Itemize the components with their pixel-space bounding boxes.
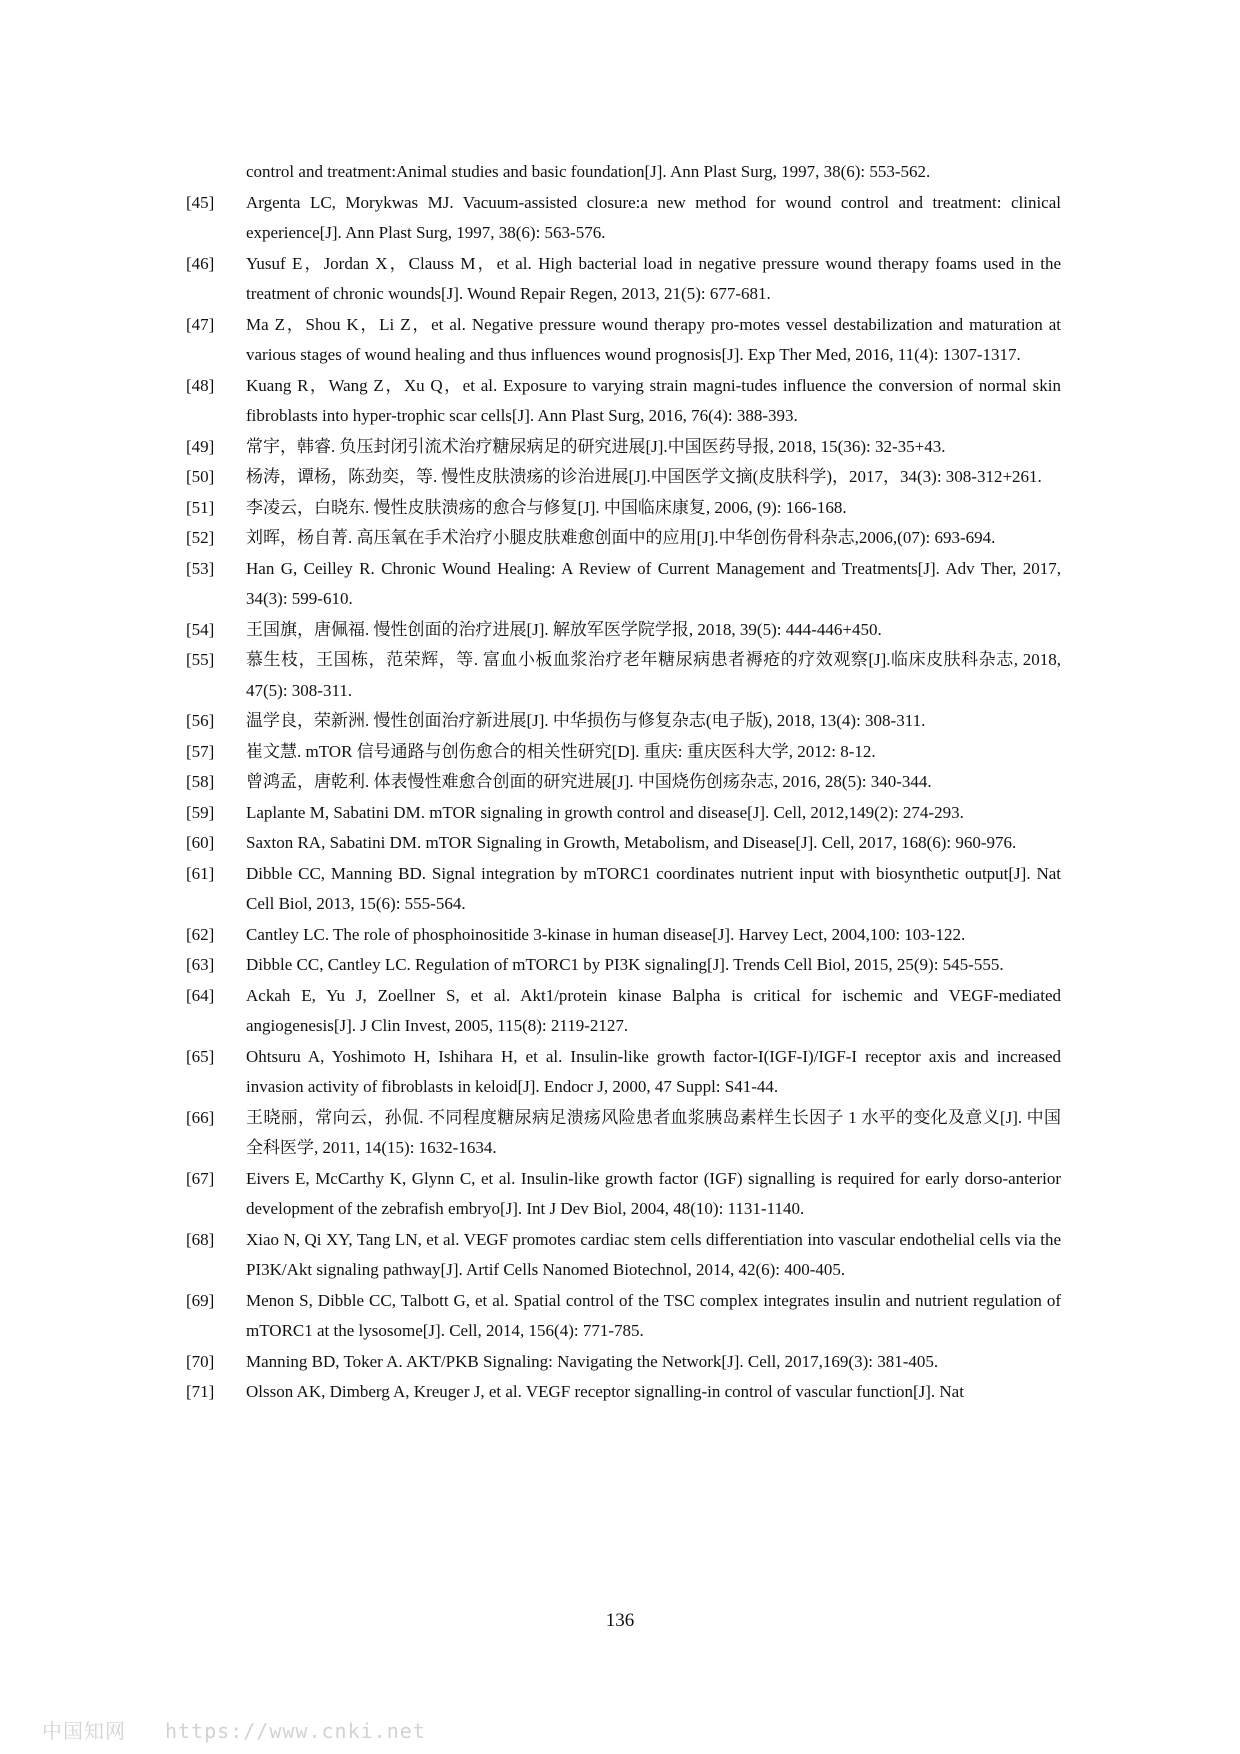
reference-item xyxy=(186,798,1061,829)
reference-item xyxy=(186,493,1061,524)
reference-text: Eivers E, McCarthy K, Glynn C, et al. Insulin-like growth factor (IGF) signalling is required for early dorso-anterior development of the zebrafish embryo[J]. Int J Dev Biol, 2004, 48(10): 1131-1140. xyxy=(246,1168,1061,1218)
reference-text: 王晓丽，常向云，孙侃. 不同程度糖尿病足溃疡风险患者血浆胰岛素样生长因子 1 水平的变化及意义[J]. 中国全科医学, 2011, 14(15): 1632-1634. xyxy=(246,1107,1061,1157)
reference-text: 慕生枝，王国栋，范荣辉，等. 富血小板血浆治疗老年糖尿病患者褥疮的疗效观察[J].临床皮肤科杂志, 2018, 47(5): 308-311. xyxy=(246,650,1061,700)
reference-item xyxy=(186,645,1061,706)
reference-number: [45] xyxy=(186,192,215,212)
reference-number: [64] xyxy=(186,985,215,1005)
reference-text: Manning BD, Toker A. AKT/PKB Signaling: Navigating the Network[J]. Cell, 2017,169(3): 381-405. xyxy=(246,1351,939,1371)
reference-item xyxy=(186,1164,1061,1225)
reference-text: 刘晖，杨自菁. 高压氧在手术治疗小腿皮肤难愈创面中的应用[J].中华创伤骨科杂志,2006,(07): 693-694. xyxy=(246,528,996,547)
reference-item xyxy=(186,828,1061,859)
reference-text: Ohtsuru A, Yoshimoto H, Ishihara H, et al. Insulin-like growth factor-I(IGF-I)/IGF-I receptor axis and increased invasion activity of fibroblasts in keloid[J]. Endocr J, 2000, 47 Suppl: S41-44. xyxy=(246,1046,1061,1096)
reference-number: [67] xyxy=(186,1168,215,1188)
reference-item xyxy=(186,981,1061,1042)
reference-item xyxy=(186,310,1061,371)
reference-number: [54] xyxy=(186,619,215,639)
reference-item xyxy=(186,1347,1061,1378)
reference-number: [50] xyxy=(186,467,215,486)
reference-text: Dibble CC, Manning BD. Signal integration by mTORC1 coordinates nutrient input with biosynthetic output[J]. Nat Cell Biol, 2013, 15(6): 555-564. xyxy=(246,863,1061,913)
reference-number: [68] xyxy=(186,1229,215,1249)
reference-text: Ma Z，Shou K，Li Z，et al. Negative pressure wound therapy pro-motes vessel destabilization and maturation at various stages of wound healing and thus influences wound prognosis[J]. Exp Ther Med, 2016, 11(4): 1307-1317. xyxy=(246,314,1061,364)
reference-number: [53] xyxy=(186,558,215,578)
reference-number: [63] xyxy=(186,955,215,974)
reference-text: control and treatment:Animal studies and basic foundation[J]. Ann Plast Surg, 1997, 38(6): 553-562. xyxy=(246,162,931,181)
reference-text: 李凌云，白晓东. 慢性皮肤溃疡的愈合与修复[J]. 中国临床康复, 2006, (9): 166-168. xyxy=(246,497,847,517)
reference-item xyxy=(186,371,1061,432)
watermark-url: https://www.cnki.net xyxy=(165,1719,426,1743)
reference-text: 温学良，荣新洲. 慢性创面治疗新进展[J]. 中华损伤与修复杂志(电子版), 2018, 13(4): 308-311. xyxy=(246,711,926,730)
reference-text: Yusuf E，Jordan X，Clauss M，et al. High bacterial load in negative pressure wound therapy foams used in the treatment of chronic wounds[J]. Wound Repair Regen, 2013, 21(5): 677-681. xyxy=(246,253,1061,303)
reference-text: Dibble CC, Cantley LC. Regulation of mTORC1 by PI3K signaling[J]. Trends Cell Biol, 2015, 25(9): 545-555. xyxy=(246,955,1004,974)
reference-number: [48] xyxy=(186,375,215,395)
reference-item xyxy=(186,1225,1061,1286)
reference-item xyxy=(186,462,1061,493)
reference-number: [52] xyxy=(186,528,215,547)
reference-text: Ackah E, Yu J, Zoellner S, et al. Akt1/protein kinase Balpha is critical for ischemic and VEGF-mediated angiogenesis[J]. J Clin Invest, 2005, 115(8): 2119-2127. xyxy=(246,985,1061,1035)
reference-text: 崔文慧. mTOR 信号通路与创伤愈合的相关性研究[D]. 重庆: 重庆医科大学, 2012: 8-12. xyxy=(246,741,876,761)
reference-number: [61] xyxy=(186,863,215,883)
reference-item xyxy=(186,920,1061,951)
reference-item xyxy=(186,1286,1061,1347)
reference-number: [49] xyxy=(186,436,215,456)
reference-number: [47] xyxy=(186,314,215,334)
reference-item xyxy=(186,950,1061,981)
reference-item xyxy=(186,1103,1061,1164)
reference-number: [62] xyxy=(186,924,215,944)
reference-number: [60] xyxy=(186,833,215,852)
reference-item xyxy=(186,1042,1061,1103)
reference-text: 曾鸿孟，唐乾利. 体表慢性难愈合创面的研究进展[J]. 中国烧伤创疡杂志, 2016, 28(5): 340-344. xyxy=(246,772,932,791)
reference-number: [70] xyxy=(186,1351,215,1371)
reference-item xyxy=(186,1377,1061,1408)
reference-text: Kuang R，Wang Z，Xu Q，et al. Exposure to varying strain magni-tudes influence the conversion of normal skin fibroblasts into hyper-trophic scar cells[J]. Ann Plast Surg, 2016, 76(4): 388-393. xyxy=(246,375,1061,425)
page-number: 136 xyxy=(605,1610,635,1631)
reference-item xyxy=(186,249,1061,310)
reference-number: [71] xyxy=(186,1382,215,1401)
reference-number: [56] xyxy=(186,711,215,730)
reference-text: 常宇，韩睿. 负压封闭引流术治疗糖尿病足的研究进展[J].中国医药导报, 2018, 15(36): 32-35+43. xyxy=(246,436,946,456)
reference-text: Xiao N, Qi XY, Tang LN, et al. VEGF promotes cardiac stem cells differentiation into vascular endothelial cells via the PI3K/Akt signaling pathway[J]. Artif Cells Nanomed Biotechnol, 2014, 42(6): 400-405. xyxy=(246,1229,1061,1279)
reference-number: [65] xyxy=(186,1046,215,1066)
reference-number: [51] xyxy=(186,497,215,517)
reference-text: Saxton RA, Sabatini DM. mTOR Signaling in Growth, Metabolism, and Disease[J]. Cell, 2017, 168(6): 960-976. xyxy=(246,833,1017,852)
reference-text: Menon S, Dibble CC, Talbott G, et al. Spatial control of the TSC complex integrates insulin and nutrient regulation of mTORC1 at the lysosome[J]. Cell, 2014, 156(4): 771-785. xyxy=(246,1290,1061,1340)
reference-item xyxy=(186,615,1061,646)
cnki-watermark xyxy=(42,1715,426,1744)
reference-number: [57] xyxy=(186,741,215,761)
watermark-logo-text: 中国知网 xyxy=(42,1719,126,1743)
reference-text: Olsson AK, Dimberg A, Kreuger J, et al. VEGF receptor signalling-in control of vascular function[J]. Nat xyxy=(246,1382,964,1401)
reference-item xyxy=(186,767,1061,798)
reference-item xyxy=(186,706,1061,737)
reference-item xyxy=(186,859,1061,920)
reference-number: [58] xyxy=(186,772,215,791)
reference-item xyxy=(186,523,1061,554)
reference-list xyxy=(186,157,1061,1408)
reference-item xyxy=(186,554,1061,615)
reference-text: Laplante M, Sabatini DM. mTOR signaling in growth control and disease[J]. Cell, 2012,149(2): 274-293. xyxy=(246,802,964,822)
reference-number: [69] xyxy=(186,1290,215,1310)
reference-number: [46] xyxy=(186,253,215,273)
reference-item xyxy=(186,432,1061,463)
reference-text: 王国旗，唐佩福. 慢性创面的治疗进展[J]. 解放军医学院学报, 2018, 39(5): 444-446+450. xyxy=(246,619,882,639)
reference-number: [66] xyxy=(186,1107,215,1127)
reference-text: Argenta LC, Morykwas MJ. Vacuum-assisted closure:a new method for wound control and treatment: clinical experience[J]. Ann Plast Surg, 1997, 38(6): 563-576. xyxy=(246,192,1061,242)
reference-number: [59] xyxy=(186,802,215,822)
reference-text: Han G, Ceilley R. Chronic Wound Healing: A Review of Current Management and Treatments[J]. Adv Ther, 2017, 34(3): 599-610. xyxy=(246,558,1061,608)
reference-item xyxy=(186,188,1061,249)
reference-number: [55] xyxy=(186,650,215,669)
reference-continuation xyxy=(186,157,1061,188)
reference-item xyxy=(186,737,1061,768)
reference-text: 杨涛，谭杨，陈劲奕，等. 慢性皮肤溃疡的诊治进展[J].中国医学文摘(皮肤科学)，2017，34(3): 308-312+261. xyxy=(246,467,1042,486)
reference-text: Cantley LC. The role of phosphoinositide 3-kinase in human disease[J]. Harvey Lect, 2004,100: 103-122. xyxy=(246,924,966,944)
